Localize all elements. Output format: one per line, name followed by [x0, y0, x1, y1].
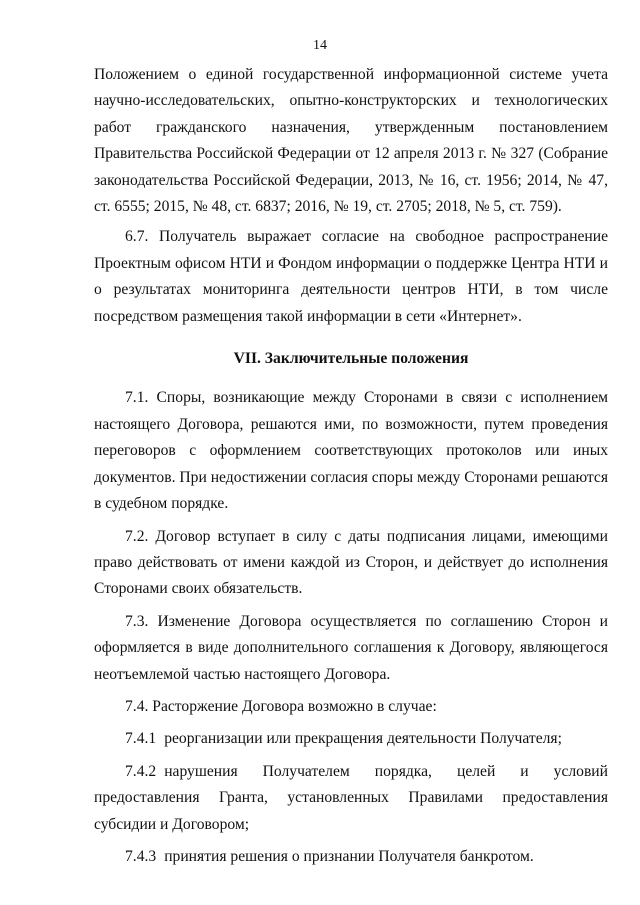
- list-item-text: реорганизации или прекращения деятельности Получателя;: [164, 730, 562, 748]
- document-body: [94, 62, 608, 870]
- list-item-number: 7.4.3: [125, 847, 157, 865]
- list-item-7-4-2: [94, 759, 608, 838]
- paragraph-continuation: Положением о единой государственной информационной системе учета научно-исследовательских, опытно-конструкторских и технологических работ гражданского назначения, утвержденным постановлением Правительства Российской Федерации от 12 апреля 2013 г. № 327 (Собрание законодательства Российской Федерации, 2013, № 16, ст. 1956; 2014, № 47, ст. 6555; 2015, № 48, ст. 6837; 2016, № 19, ст. 2705; 2018, № 5, ст. 759).: [94, 66, 608, 216]
- paragraph-7-2: 7.2. Договор вступает в силу с даты подписания лицами, имеющими право действовать от имени каждой из Сторон, и действует до исполнения Сторонами своих обязательств.: [94, 527, 608, 598]
- paragraph-6-7: 6.7. Получатель выражает согласие на свободное распространение Проектным офисом НТИ и Фондом информации о поддержке Центра НТИ и о результатах мониторинга деятельности центров НТИ, в том числе посредством размещения такой информации в сети «Интернет».: [94, 228, 608, 325]
- paragraph-7-3: 7.3. Изменение Договора осуществляется по соглашению Сторон и оформляется в виде дополнительного соглашения к Договору, являющегося неотъемлемой частью настоящего Договора.: [94, 612, 608, 683]
- list-item-text: нарушения Получателем порядка, целей и условий предоставления Гранта, установленных Правилами предоставления субсидии и Договором;: [94, 762, 608, 833]
- list-item-text: принятия решения о признании Получателя банкротом.: [164, 847, 534, 865]
- page-number: 14: [313, 38, 327, 53]
- list-item-number: 7.4.1: [125, 730, 157, 748]
- list-item-7-4-3: [94, 844, 608, 870]
- section-heading-7: VII. Заключительные положения: [233, 350, 469, 368]
- paragraph-7-4: 7.4. Расторжение Договора возможно в случае:: [125, 697, 437, 715]
- list-item-7-4-1: [94, 726, 608, 752]
- paragraph-7-1: 7.1. Споры, возникающие между Сторонами в связи с исполнением настоящего Договора, решаются ими, по возможности, путем проведения переговоров с оформлением соответствующих протоколов или иных документов. При недостижении согласия споры между Сторонами решаются в судебном порядке.: [94, 389, 608, 513]
- list-item-number: 7.4.2: [125, 762, 157, 780]
